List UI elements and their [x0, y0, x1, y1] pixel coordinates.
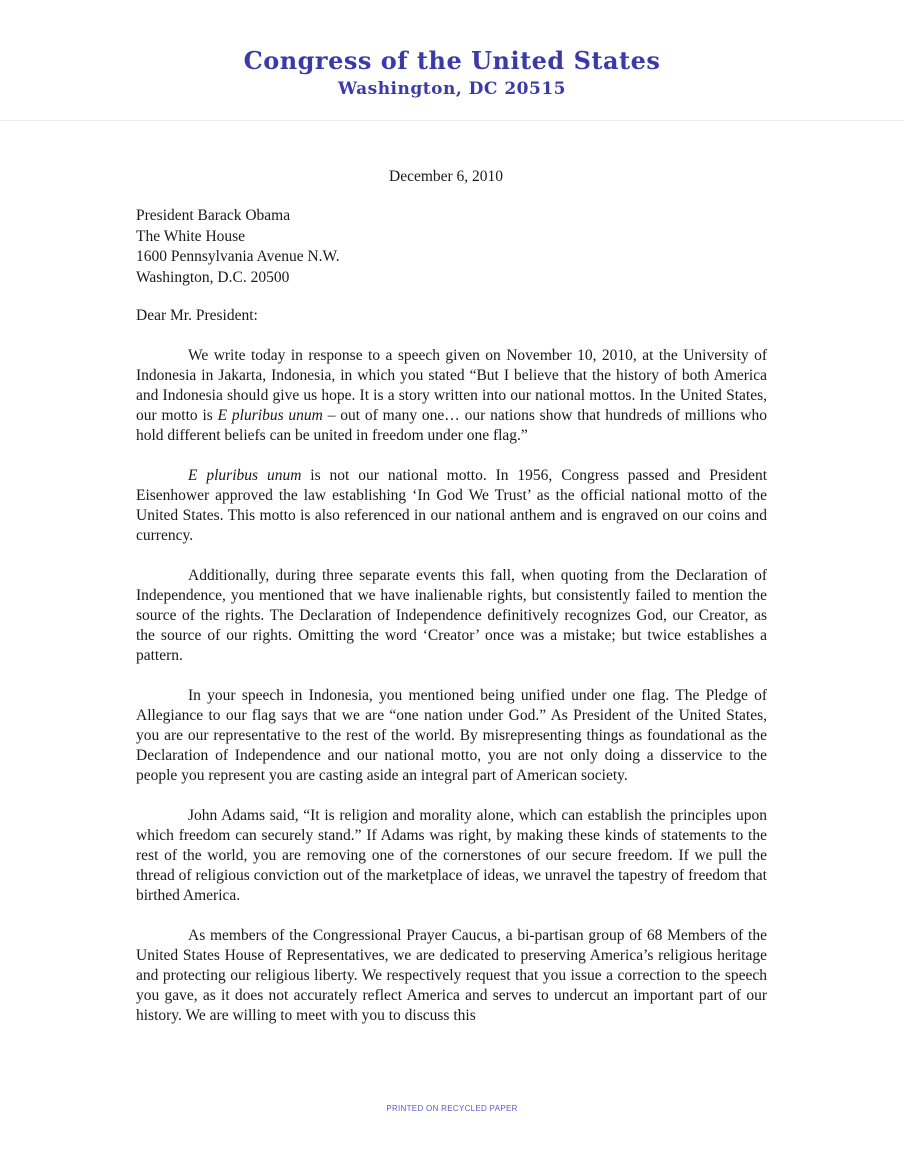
recipient-city: Washington, D.C. 20500	[136, 268, 290, 286]
letterhead-divider	[0, 120, 904, 121]
letterhead	[0, 46, 904, 100]
recipient-address	[136, 206, 340, 288]
paragraph-2-motto: E pluribus unum	[188, 467, 302, 484]
paragraph-5: John Adams said, “It is religion and morality alone, which can establish the principles upon which freedom can securely stand.” If Adams was right, by making these kinds of statements to the rest of the world, you are removing one of the cornerstones of our secure freedom. If we pull the thread of religious conviction out of the marketplace of ideas, we unravel the tapestry of freedom that birthed America.	[136, 807, 767, 904]
salutation: Dear Mr. President:	[136, 307, 258, 324]
letterhead-address: Washington, DC 20515	[338, 79, 566, 99]
paragraph-2-text: is not our national motto. In 1956, Congress passed and President Eisenhower approved the law establishing ‘In God We Trust’ as the official national motto of the United States. This motto is also referenced in our national anthem and is engraved on our coins and currency.	[136, 467, 767, 544]
paragraph-4: In your speech in Indonesia, you mentioned being unified under one flag. The Pledge of Allegiance to our flag says that we are “one nation under God.” As President of the United States, you are our representative to the rest of the world. By misrepresenting things as foundational as the Declaration of Independence and our national motto, you are not only doing a disservice to the people you represent you are casting aside an integral part of American society.	[136, 687, 767, 784]
paragraph-3: Additionally, during three separate events this fall, when quoting from the Declaration of Independence, you mentioned that we have inalienable rights, but consistently failed to mention the source of the rights. The Declaration of Independence definitively recognizes God, our Creator, as the source of our rights. Omitting the word ‘Creator’ once was a mistake; but twice establishes a pattern.	[136, 567, 767, 664]
letter-date: December 6, 2010	[389, 168, 504, 185]
paragraph-1-text-a: We write today in response to a speech given on November 10, 2010, at the University of Indonesia in Jakarta, Indonesia, in which you stated “But I believe that the history of both America and Indonesia should give us hope. It is a story written into our national mottos. In the United States, our motto is	[136, 347, 767, 424]
letter-body	[136, 346, 767, 1046]
paragraph-2	[136, 466, 767, 546]
paragraph-1	[136, 346, 767, 446]
recycled-paper-note: PRINTED ON RECYCLED PAPER	[386, 1104, 518, 1113]
paragraph-1-motto: E pluribus unum	[217, 407, 323, 424]
recipient-street: 1600 Pennsylvania Avenue N.W.	[136, 248, 340, 265]
paragraph-1-text-b: – out of many one… our nations show that hundreds of millions who hold different beliefs can be united in freedom under one flag.”	[136, 407, 767, 444]
paragraph-6: As members of the Congressional Prayer Caucus, a bi-partisan group of 68 Members of the United States House of Representatives, we are dedicated to preserving America’s religious heritage and protecting our religious liberty. We respectively request that you issue a correction to the speech you gave, as it does not accurately reflect America and serves to undercut an important part of our history. We are willing to meet with you to discuss this	[136, 927, 767, 1024]
letterhead-title: Congress of the United States	[243, 46, 661, 75]
recipient-name: President Barack Obama	[136, 207, 291, 224]
recipient-org: The White House	[136, 227, 246, 245]
